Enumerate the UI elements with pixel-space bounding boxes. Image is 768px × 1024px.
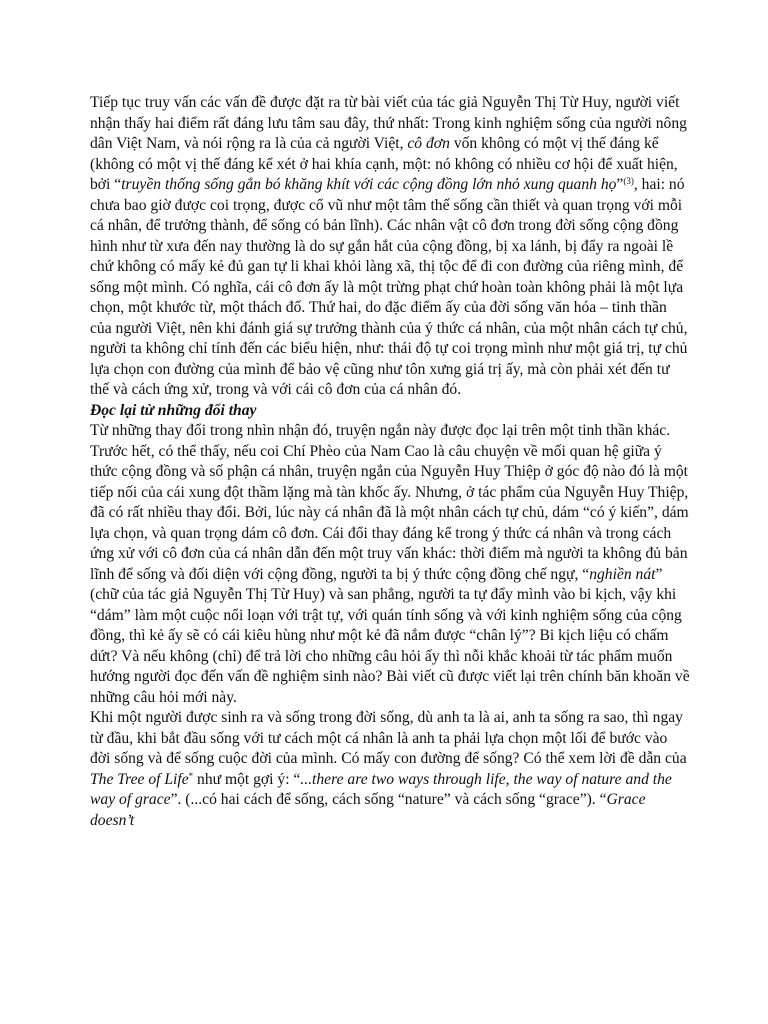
text-run: ” (chữ của tác giả Nguyễn Thị Từ Huy) và san phẳng, người ta tự đẩy mình vào bi kịch, vậy khi “dám” làm một cuộc nổi loạn với trật tự, với quán tính sống và với kinh nghiệm sống của cộng đồng, thì kẻ ấy sẽ có cái kiêu hùng như một kẻ đã nắm được “chân lý”? Bi kịch liệu có chấm dứt? Và nếu không (chỉ) để trả lời cho những câu hỏi ấy thì nỗi khắc khoải từ tác phẩm muốn hướng người đọc đến vấn đề nghiệm sinh nào? Bài viết cũ được viết lại trên chính băn khoăn về những câu hỏi mới này. [90,565,690,706]
text-run: Tiếp tục truy vấn các vấn đề được đặt ra từ bài viết của tác giả Nguyễn Thị Từ Huy, người viết nhận thấy hai điểm rất đáng lưu tâm sau đây, thứ nhất: Trong kinh nghiệm sống của người nông dân Việt Nam, và nói rộng ra là của cả người Việt, [90,94,687,152]
text-run: ”. (...có hai cách để sống, cách sống “nature” và cách sống “grace”). “ [170,791,607,808]
text-run: ” [616,176,624,193]
text-run: vốn không có một vị thế đáng kể (không có một vị thế đáng kể xét ở hai khía cạnh, một: nó không có nhiều cơ hội để xuất hiện, bởi “ [90,135,678,193]
italic-text: truyền thống sống gắn bó khăng khít với các cộng đồng lớn nhỏ xung quanh họ [121,176,617,193]
footnote-marker: (3) [623,176,634,186]
body-paragraph [90,421,690,708]
body-paragraph [90,93,690,401]
footnote-marker: * [188,770,194,781]
body-paragraph [90,708,690,831]
italic-text: ...there are two ways through life, the way of nature and the way of grace [90,770,672,808]
text-run: Từ những thay đổi trong nhìn nhận đó, truyện ngắn này được đọc lại trên một tinh thần khác. Trước hết, có thể thấy, nếu coi Chí Phèo của Nam Cao là câu chuyện về mối quan hệ giữa ý thức cộng đồng và số phận cá nhân, truyện ngắn của Nguyễn Huy Thiệp ở góc độ nào đó là một tiếp nối của cái xung đột thầm lặng mà tàn khốc ấy. Nhưng, ở tác phẩm của Nguyễn Huy Thiệp, đã có rất nhiều thay đổi. Bởi, lúc này cá nhân đã là một nhân cách tự chủ, dám “có ý kiến”, dám lựa chọn, và quan trọng dám cô đơn. Cái đổi thay đáng kể trong ý thức cá nhân và trong cách ứng xử với cô đơn của cá nhân dẫn đến một truy vấn khác: thời điểm mà người ta không đủ bản lĩnh để sống và đối diện với cộng đồng, người ta bị ý thức cộng đồng chế ngự, “ [90,422,689,583]
italic-text: cô đơn [407,135,450,152]
italic-text: Grace doesn’t [90,791,646,829]
text-run: , hai: nó chưa bao giờ được coi trọng, được cổ vũ như một tâm thế sống cần thiết và quan trọng với mỗi cá nhân, để trưởng thành, để sống có bản lĩnh). Các nhân vật cô đơn trong đời sống cộng đồng hình như từ xưa đến nay thường là do sự gắn hắt của cộng đồng, bị xa lánh, bị đẩy ra ngoài lề chứ không có mấy kẻ đủ gan tự li khai khỏi làng xã, thị tộc để đi con đường của riêng mình, để sống một mình. Có nghĩa, cái cô đơn ấy là một trừng phạt chứ hoàn toàn không phải là một lựa chọn, một khước từ, một thách đố. Thứ hai, do đặc điểm ấy của đời sống văn hóa – tinh thần của người Việt, nên khi đánh giá sự trưởng thành của ý thức cá nhân, của một nhân cách tự chủ, người ta không chỉ tính đến các biểu hiện, như: thái độ tự coi trọng mình như một giá trị, tự chủ lựa chọn con đường của mình để bảo vệ cũng như tôn xưng giá trị ấy, mà còn phải xét đến tư thế và cách ứng xử, trong và với cái cô đơn của cá nhân đó. [90,176,688,398]
text-run: Khi một người được sinh ra và sống trong đời sống, dù anh ta là ai, anh ta sống ra sao, thì ngay từ đầu, khi bắt đầu sống với tư cách một cá nhân là anh ta phải lựa chọn một lối để bước vào đời sống và để sống cuộc đời của mình. Có mấy con đường để sống? Có thể xem lời đề dẫn của [90,709,687,767]
text-run: như một gợi ý: “ [193,770,301,788]
document-page [90,93,690,831]
italic-text: The Tree of Life [90,770,189,788]
italic-text: nghiền nát [589,565,656,583]
section-heading: Đọc lại từ những đổi thay [90,401,257,419]
